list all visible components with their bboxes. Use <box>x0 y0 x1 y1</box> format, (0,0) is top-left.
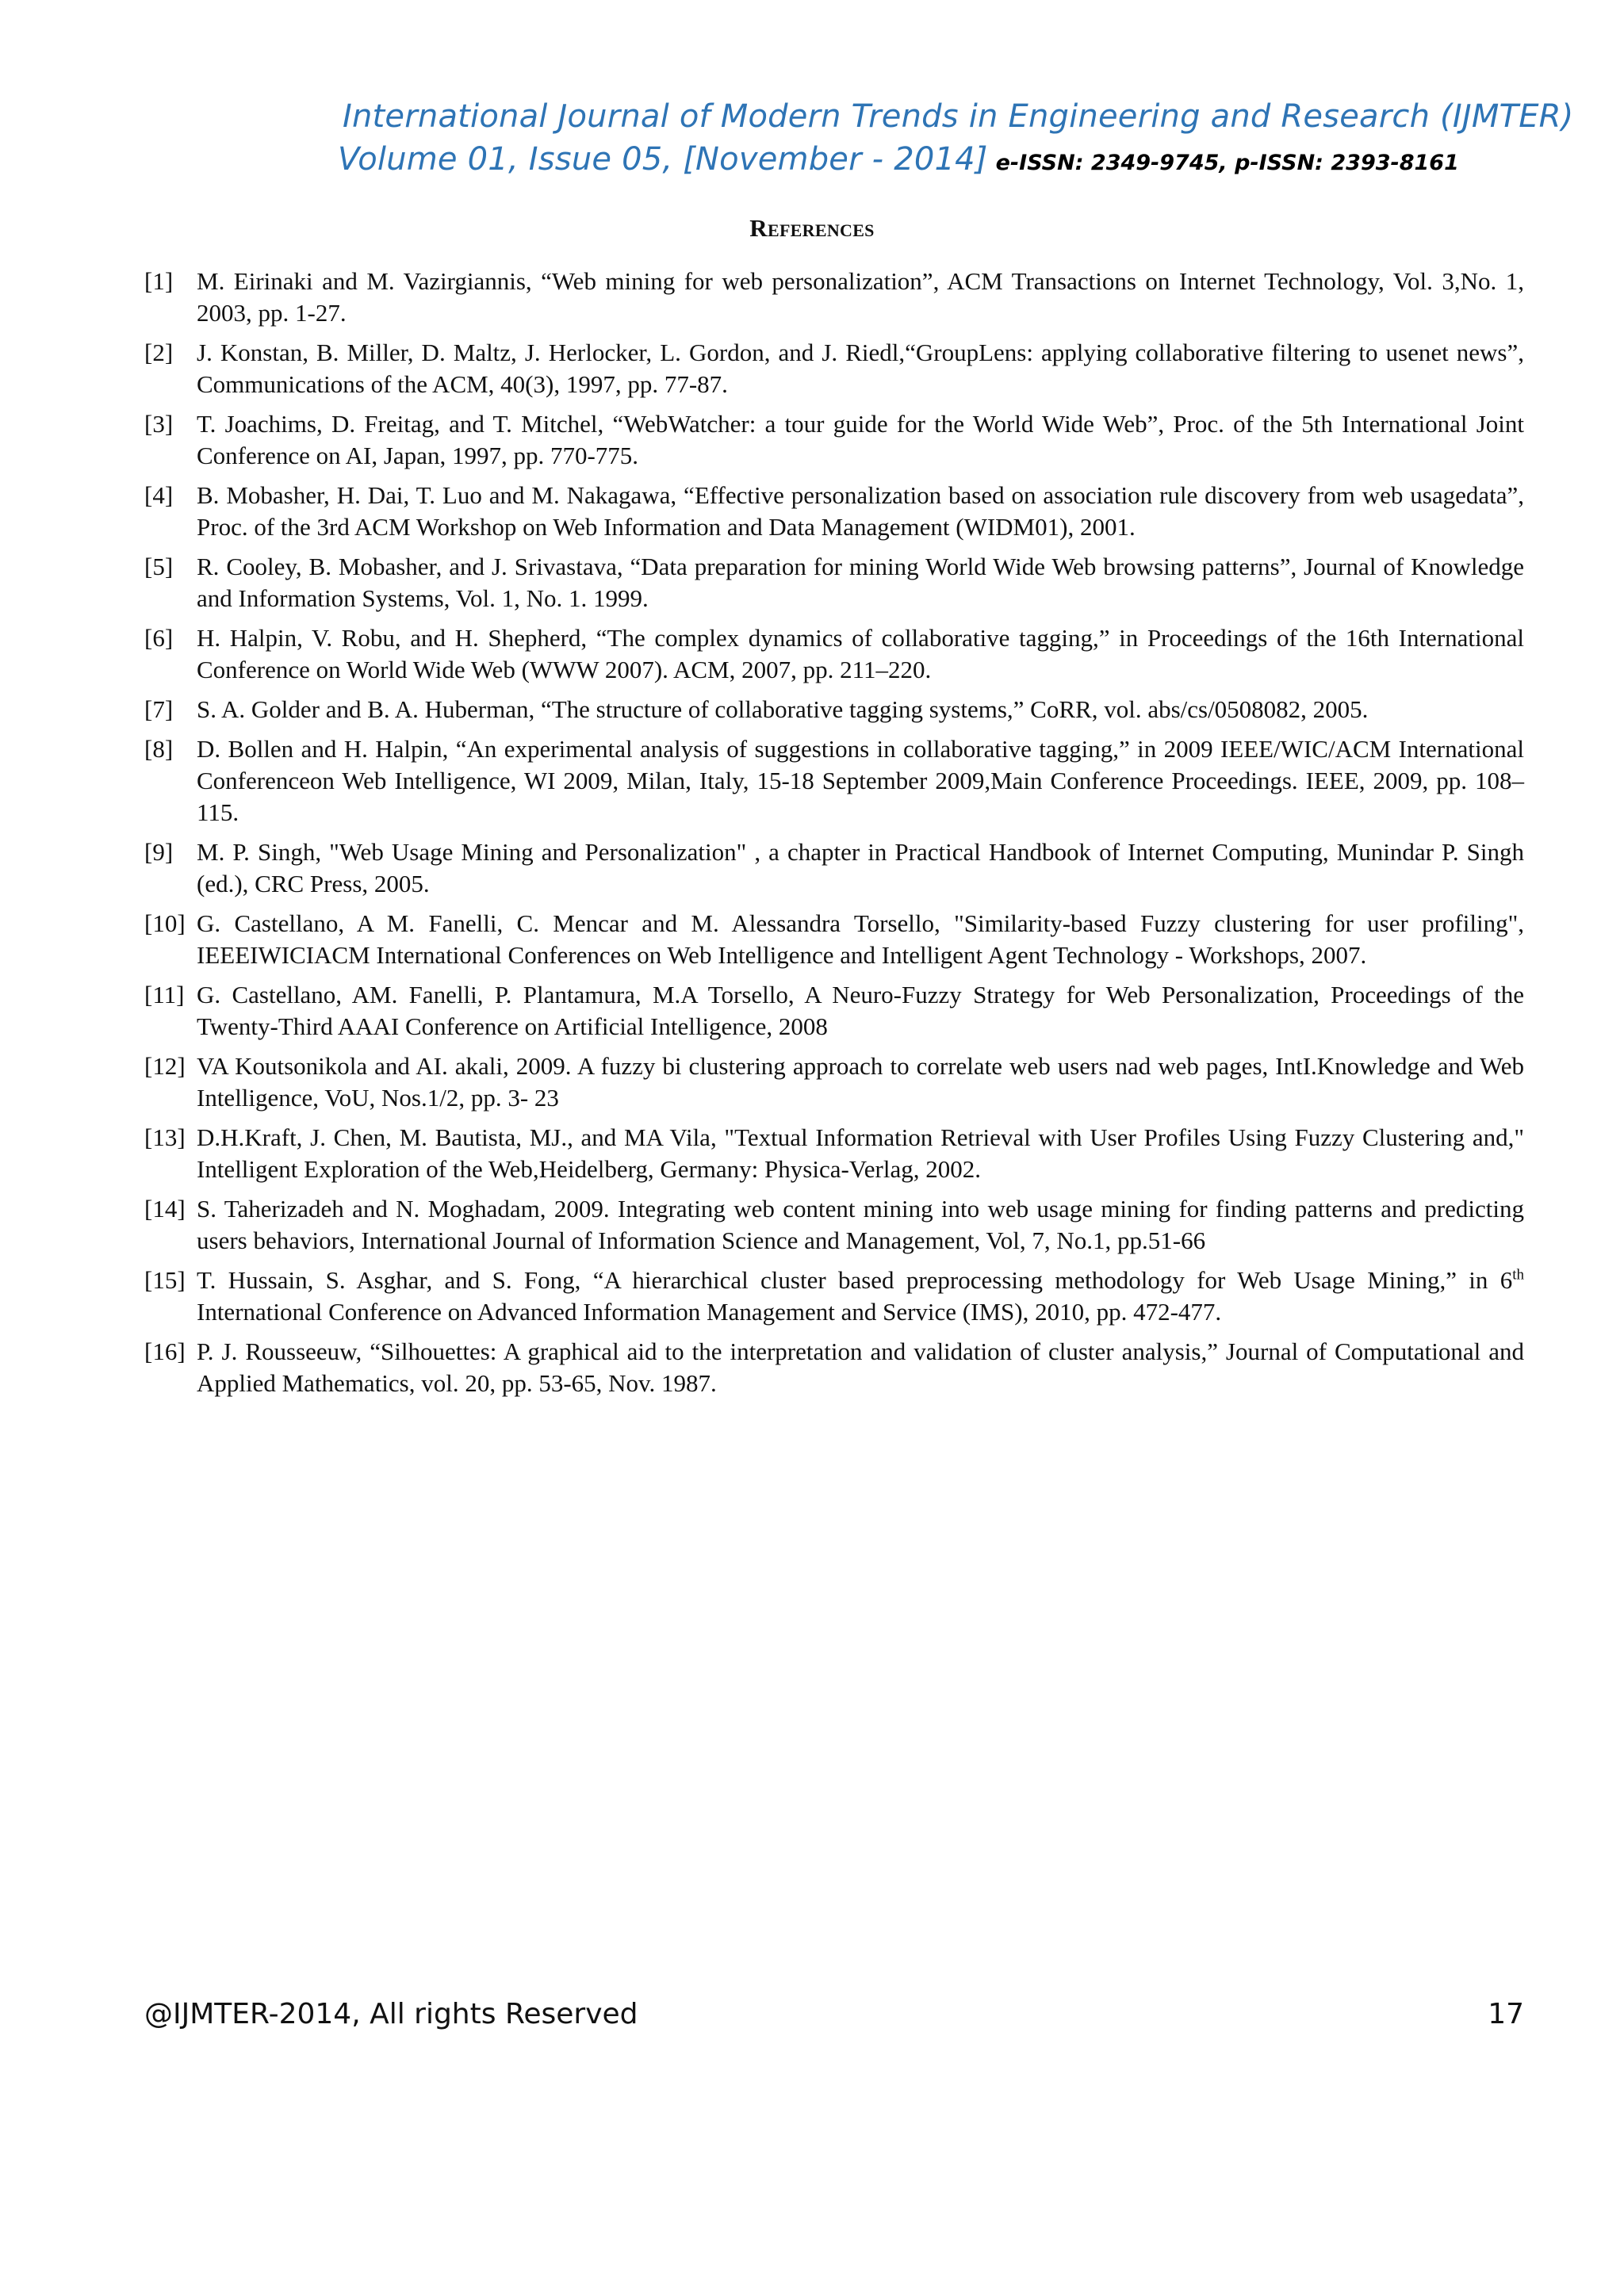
reference-text: M. P. Singh, "Web Usage Mining and Personalization" , a chapter in Practical Handbook of Internet Computing, Munindar P. Singh (ed.), CRC Press, 2005. <box>197 838 1524 897</box>
reference-text: J. Konstan, B. Miller, D. Maltz, J. Herlocker, L. Gordon, and J. Riedl,“GroupLens: applying collaborative filtering to usenet news”, Communications of the ACM, 40(3), 1997, pp. 77-87. <box>197 339 1524 398</box>
reference-number: [1] <box>144 267 174 295</box>
reference-text-after: International Conference on Advanced Information Management and Service (IMS), 2010, pp. 472-477. <box>197 1298 1222 1326</box>
reference-item <box>144 1193 1524 1257</box>
reference-number: [2] <box>144 339 174 366</box>
reference-item <box>144 337 1524 400</box>
reference-item <box>144 480 1524 543</box>
reference-number: [3] <box>144 410 174 438</box>
reference-number: [4] <box>144 481 174 509</box>
volume-issue: Volume 01, Issue 05, [November - 2014] <box>338 141 988 178</box>
reference-item <box>144 408 1524 472</box>
reference-item <box>144 1050 1524 1114</box>
reference-item <box>144 733 1524 828</box>
reference-text-before: T. Hussain, S. Asghar, and S. Fong, “A hierarchical cluster based preprocessing methodology for Web Usage Mining,” in 6 <box>197 1266 1513 1294</box>
journal-title: International Journal of Modern Trends in Engineering and Research (IJMTER) <box>343 98 1574 135</box>
reference-text: P. J. Rousseeuw, “Silhouettes: A graphical aid to the interpretation and validation of cluster analysis,” Journal of Computational and Applied Mathematics, vol. 20, pp. 53-65, Nov. 1987. <box>197 1337 1524 1397</box>
reference-text: R. Cooley, B. Mobasher, and J. Srivastava, “Data preparation for mining World Wide Web browsing patterns”, Journal of Knowledge and Information Systems, Vol. 1, No. 1. 1999. <box>197 553 1524 612</box>
footer-copyright: @IJMTER-2014, All rights Reserved <box>144 1998 638 2030</box>
reference-number: [15] <box>144 1266 186 1294</box>
reference-item <box>144 622 1524 686</box>
reference-item <box>144 1336 1524 1399</box>
reference-text: S. Taherizadeh and N. Moghadam, 2009. Integrating web content mining into web usage mining for finding patterns and predicting users behaviors, International Journal of Information Science and Management, Vol, 7, No.1, pp.51-66 <box>197 1195 1524 1254</box>
reference-item <box>144 1265 1524 1328</box>
reference-text: M. Eirinaki and M. Vazirgiannis, “Web mining for web personalization”, ACM Transactions on Internet Technology, Vol. 3,No. 1, 2003, pp. 1-27. <box>197 267 1524 327</box>
reference-text: H. Halpin, V. Robu, and H. Shepherd, “The complex dynamics of collaborative tagging,” in Proceedings of the 16th International Conference on World Wide Web (WWW 2007). ACM, 2007, pp. 211–220. <box>197 624 1524 683</box>
reference-text: D.H.Kraft, J. Chen, M. Bautista, MJ., and MA Vila, "Textual Information Retrieval with User Profiles Using Fuzzy Clustering and," Intelligent Exploration of the Web,Heidelberg, Germany: Physica-Verlag, 2002. <box>197 1123 1524 1183</box>
reference-number: [5] <box>144 553 174 580</box>
reference-text: T. Joachims, D. Freitag, and T. Mitchel, “WebWatcher: a tour guide for the World Wide Web”, Proc. of the 5th International Joint Conference on AI, Japan, 1997, pp. 770-775. <box>197 410 1524 469</box>
journal-volume-line <box>338 141 1459 178</box>
issn-numbers: e-ISSN: 2349-9745, p-ISSN: 2393-8161 <box>995 151 1459 175</box>
reference-item <box>144 979 1524 1043</box>
reference-item <box>144 551 1524 614</box>
reference-item <box>144 266 1524 329</box>
reference-number: [11] <box>144 981 185 1008</box>
reference-number: [9] <box>144 838 174 866</box>
reference-text: S. A. Golder and B. A. Huberman, “The structure of collaborative tagging systems,” CoRR, vol. abs/cs/0508082, 2005. <box>197 695 1369 723</box>
reference-list <box>144 266 1524 1407</box>
reference-number: [8] <box>144 735 174 763</box>
reference-text: D. Bollen and H. Halpin, “An experimental analysis of suggestions in collaborative tagging,” in 2009 IEEE/WIC/ACM International Conferenceon Web Intelligence, WI 2009, Milan, Italy, 15-18 September 2009,Main Conference Proceedings. IEEE, 2009, pp. 108–115. <box>197 735 1524 826</box>
reference-number: [13] <box>144 1123 186 1151</box>
reference-number: [7] <box>144 695 174 723</box>
page-number: 17 <box>1488 1998 1524 2030</box>
reference-item <box>144 908 1524 971</box>
reference-text: VA Koutsonikola and AI. akali, 2009. A fuzzy bi clustering approach to correlate web users nad web pages, IntI.Knowledge and Web Intelligence, VoU, Nos.1/2, pp. 3- 23 <box>197 1052 1524 1112</box>
ordinal-superscript: th <box>1512 1266 1524 1284</box>
reference-number: [12] <box>144 1052 186 1080</box>
reference-number: [10] <box>144 909 186 937</box>
reference-item <box>144 694 1524 725</box>
reference-text: G. Castellano, AM. Fanelli, P. Plantamura, M.A Torsello, A Neuro-Fuzzy Strategy for Web Personalization, Proceedings of the Twenty-Third AAAI Conference on Artificial Intelligence, 2008 <box>197 981 1524 1040</box>
reference-text: B. Mobasher, H. Dai, T. Luo and M. Nakagawa, “Effective personalization based on association rule discovery from web usagedata”, Proc. of the 3rd ACM Workshop on Web Information and Data Management (WIDM01), 2001. <box>197 481 1524 541</box>
reference-text: G. Castellano, A M. Fanelli, C. Mencar and M. Alessandra Torsello, "Similarity-based Fuzzy clustering for user profiling", IEEEIWICIACM International Conferences on Web Intelligence and Intelligent Agent Technology - Workshops, 2007. <box>197 909 1524 969</box>
reference-item <box>144 836 1524 900</box>
section-title: References <box>749 214 875 242</box>
reference-number: [6] <box>144 624 174 652</box>
reference-item <box>144 1122 1524 1185</box>
reference-number: [14] <box>144 1195 186 1223</box>
reference-number: [16] <box>144 1337 186 1365</box>
